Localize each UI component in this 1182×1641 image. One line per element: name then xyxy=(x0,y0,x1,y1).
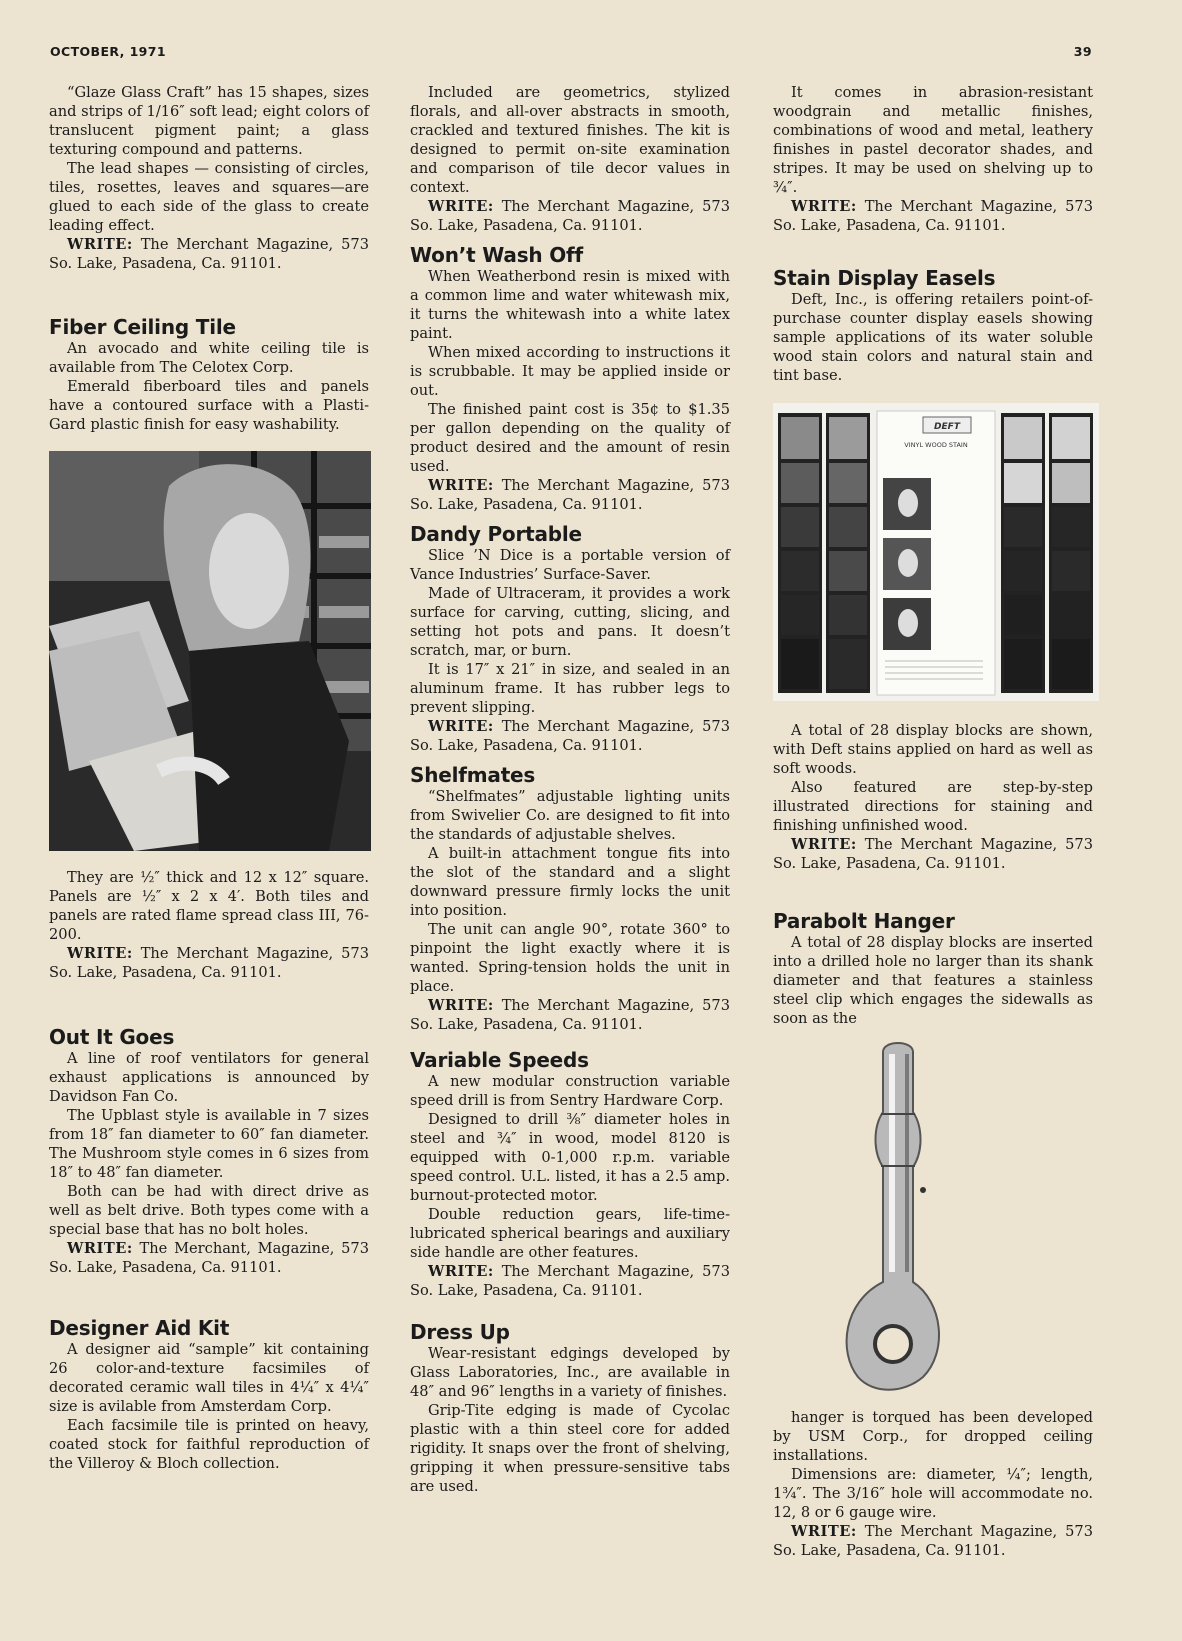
write-address: The Merchant Magazine, 573 So. Lake, Pasadena, Ca. 91101. xyxy=(410,1263,730,1299)
shelf-paragraph-2: A built-in attachment tongue fits into the slot of the standard and a slight downward pressure firmly locks the unit into position. xyxy=(410,845,730,919)
fiber-write xyxy=(49,944,369,982)
edging-paragraph: It comes in abrasion-resistant woodgrain and metallic finishes, combinations of wood and metal, leathery finishes in pastel decorator shades, and stripes. It may be used on shelving up to ¾″. xyxy=(773,84,1093,196)
write-label: WRITE: xyxy=(428,198,494,215)
stain-easel-photo xyxy=(773,403,1099,701)
fiber-paragraph-1: An avocado and white ceiling tile is available from The Celotex Corp. xyxy=(49,340,369,376)
easel-brand: DEFT xyxy=(934,422,960,432)
dandy-portable-heading: Dandy Portable xyxy=(410,522,582,546)
easel-product: VINYL WOOD STAIN xyxy=(904,441,968,449)
parabolt-paragraph-2: hanger is torqued has been developed by USM Corp., for dropped ceiling installations. xyxy=(773,1409,1093,1464)
column-2 xyxy=(410,83,730,1496)
parabolt-write xyxy=(773,1522,1093,1560)
edging-write xyxy=(773,197,1093,235)
write-label: WRITE: xyxy=(67,945,133,962)
write-label: WRITE: xyxy=(791,198,857,215)
shelf-paragraph-3: The unit can angle 90°, rotate 360° to pinpoint the light exactly where it is wanted. Spring-tension holds the unit in place. xyxy=(410,921,730,995)
write-address: The Merchant Magazine, 573 So. Lake, Pasadena, Ca. 91101. xyxy=(773,198,1093,234)
glaze-paragraph-2: The lead shapes — consisting of circles, tiles, rosettes, leaves and squares—are glued to each side of the glass to create leading effect. xyxy=(49,160,369,234)
write-address: The Merchant Magazine, 573 So. Lake, Pasadena, Ca. 91101. xyxy=(410,477,730,513)
shelfmates-heading: Shelfmates xyxy=(410,763,536,787)
column-3 xyxy=(773,83,1093,1560)
variable-paragraph-3: Double reduction gears, life-time-lubricated spherical bearings and auxiliary side handle are other features. xyxy=(410,1206,730,1261)
variable-paragraph-2: Designed to drill ⅜″ diameter holes in steel and ¾″ in wood, model 8120 is equipped with 0-1,000 r.p.m. variable speed control. U.L. listed, it has a 2.5 amp. burnout-protected motor. xyxy=(410,1111,730,1204)
write-address: The Merchant, Magazine, 573 So. Lake, Pasadena, Ca. 91101. xyxy=(49,1240,370,1276)
issue-date: OCTOBER, 1971 xyxy=(50,44,166,59)
dandy-write xyxy=(410,717,730,755)
fiber-paragraph-2: Emerald fiberboard tiles and panels have a contoured surface with a Plasti-Gard plastic finish for easy washability. xyxy=(49,378,369,433)
column-1 xyxy=(49,83,369,1473)
write-address: The Merchant Magazine, 573 So. Lake, Pasadena, Ca. 91101. xyxy=(49,236,369,272)
glaze-paragraph-1: “Glaze Glass Craft” has 15 shapes, sizes and strips of 1/16″ soft lead; eight colors of translucent pigment paint; a glass texturing compound and patterns. xyxy=(49,84,369,158)
write-label: WRITE: xyxy=(67,236,133,253)
write-address: The Merchant Magazine, 573 So. Lake, Pasadena, Ca. 91101. xyxy=(773,836,1093,872)
variable-write xyxy=(410,1262,730,1300)
dress-paragraph-1: Wear-resistant edgings developed by Glass Laboratories, Inc., are available in 48″ and 96″ lengths in a variety of finishes. xyxy=(410,1345,730,1400)
stain-write xyxy=(773,835,1093,873)
stain-paragraph-3: Also featured are step-by-step illustrated directions for staining and finishing unfinished wood. xyxy=(773,779,1093,834)
shelf-paragraph-1: “Shelfmates” adjustable lighting units from Swivelier Co. are designed to fit into the standards of adjustable shelves. xyxy=(410,788,730,843)
out-write xyxy=(49,1239,369,1277)
write-label: WRITE: xyxy=(428,718,494,735)
dress-up-heading: Dress Up xyxy=(410,1320,510,1344)
out-paragraph-1: A line of roof ventilators for general exhaust applications is announced by Davidson Fan Co. xyxy=(49,1050,369,1105)
dandy-paragraph-1: Slice ’N Dice is a portable version of Vance Industries’ Surface-Saver. xyxy=(410,547,730,583)
dandy-paragraph-3: It is 17″ x 21″ in size, and sealed in an aluminum frame. It has rubber legs to prevent slipping. xyxy=(410,661,730,716)
variable-speeds-heading: Variable Speeds xyxy=(410,1048,589,1072)
fiber-ceiling-tile-heading: Fiber Ceiling Tile xyxy=(49,315,236,339)
out-paragraph-3: Both can be had with direct drive as well as belt drive. Both types come with a special base that has no bolt holes. xyxy=(49,1183,369,1238)
write-label: WRITE: xyxy=(428,997,494,1014)
write-address: The Merchant Magazine, 573 So. Lake, Pasadena, Ca. 91101. xyxy=(410,997,730,1033)
wash-write xyxy=(410,476,730,514)
ceiling-tile-photo xyxy=(49,451,371,851)
write-label: WRITE: xyxy=(791,1523,857,1540)
parabolt-paragraph-3: Dimensions are: diameter, ¼″; length, 1¾″. The 3/16″ hole will accommodate no. 12, 8 or 6 gauge wire. xyxy=(773,1466,1093,1521)
fiber-paragraph-3: They are ½″ thick and 12 x 12″ square. Panels are ½″ x 2 x 4′. Both tiles and panels are rated flame spread class III, 76-200. xyxy=(49,869,369,943)
wash-paragraph-1: When Weatherbond resin is mixed with a common lime and water whitewash mix, it turns the whitewash into a white latex paint. xyxy=(410,268,730,342)
shelf-write xyxy=(410,996,730,1034)
write-label: WRITE: xyxy=(428,1263,494,1280)
dandy-paragraph-2: Made of Ultraceram, it provides a work surface for carving, cutting, slicing, and setting hot pots and pans. It doesn’t scratch, mar, or burn. xyxy=(410,585,730,659)
stain-paragraph-1: Deft, Inc., is offering retailers point-of-purchase counter display easels showing sample applications of its water soluble wood stain colors and natural stain and tint base. xyxy=(773,291,1093,384)
parabolt-paragraph-1: A total of 28 display blocks are inserted into a drilled hole no larger than its shank diameter and that features a stainless steel clip which engages the sidewalls as soon as the xyxy=(773,934,1093,1027)
page-number: 39 xyxy=(1073,44,1092,59)
out-it-goes-heading: Out It Goes xyxy=(49,1025,175,1049)
stain-paragraph-2: A total of 28 display blocks are shown, with Deft stains applied on hard as well as soft woods. xyxy=(773,722,1093,777)
write-address: The Merchant Magazine, 573 So. Lake, Pasadena, Ca. 91101. xyxy=(773,1523,1093,1559)
wash-paragraph-2: When mixed according to instructions it is scrubbable. It may be applied inside or out. xyxy=(410,344,730,399)
parabolt-hanger-photo xyxy=(773,1032,1093,1404)
variable-paragraph-1: A new modular construction variable speed drill is from Sentry Hardware Corp. xyxy=(410,1073,730,1109)
dress-paragraph-2: Grip-Tite edging is made of Cycolac plastic with a thin steel core for added rigidity. It snaps over the front of shelving, gripping it when pressure-sensitive tabs are used. xyxy=(410,1402,730,1495)
designer-aid-kit-heading: Designer Aid Kit xyxy=(49,1316,230,1340)
write-label: WRITE: xyxy=(67,1240,133,1257)
kit-write xyxy=(410,197,730,235)
write-address: The Merchant Magazine, 573 So. Lake, Pasadena, Ca. 91101. xyxy=(410,198,730,234)
kit-paragraph: Included are geometrics, stylized florals, and all-over abstracts in smooth, crackled and textured finishes. The kit is designed to permit on-site examination and comparison of tile decor values in context. xyxy=(410,84,730,196)
out-paragraph-2: The Upblast style is available in 7 sizes from 18″ fan diameter to 60″ fan diameter. The Mushroom style comes in 6 sizes from 18″ to 48″ fan diameter. xyxy=(49,1107,369,1181)
stain-display-easels-heading: Stain Display Easels xyxy=(773,266,996,290)
write-label: WRITE: xyxy=(791,836,857,853)
glaze-write xyxy=(49,235,369,273)
designer-paragraph-2: Each facsimile tile is printed on heavy, coated stock for faithful reproduction of the Villeroy & Bloch collection. xyxy=(49,1417,369,1472)
write-address: The Merchant Magazine, 573 So. Lake, Pasadena, Ca. 91101. xyxy=(410,718,730,754)
wont-wash-off-heading: Won’t Wash Off xyxy=(410,243,584,267)
designer-paragraph-1: A designer aid “sample” kit containing 26 color-and-texture facsimiles of decorated ceramic wall tiles in 4¼″ x 4¼″ size is avilable from Amsterdam Corp. xyxy=(49,1341,369,1415)
write-label: WRITE: xyxy=(428,477,494,494)
wash-paragraph-3: The finished paint cost is 35¢ to $1.35 per gallon depending on the quality of product desired and the amount of resin used. xyxy=(410,401,730,475)
write-address: The Merchant Magazine, 573 So. Lake, Pasadena, Ca. 91101. xyxy=(49,945,369,981)
parabolt-hanger-heading: Parabolt Hanger xyxy=(773,909,955,933)
